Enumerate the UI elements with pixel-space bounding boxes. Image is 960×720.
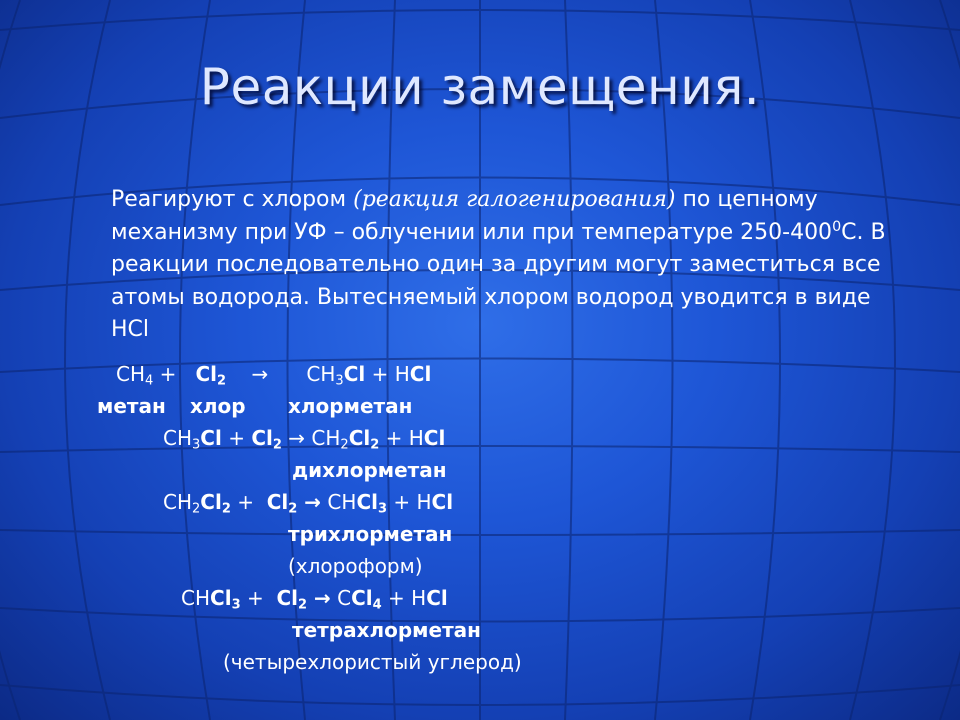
name-chloroform: (хлороформ) (288, 554, 423, 578)
name-methane: метан (97, 394, 166, 418)
slide-title: Реакции замещения. (199, 58, 761, 116)
name-trichloromethane: трихлорметан (288, 522, 453, 546)
equation-1: $CH_4 + Cl_2$ → $CH_3Cl$ + HCl (116, 362, 432, 389)
paragraph-part2: по цепному механизму при УФ – облучении или при температуре 250-400 (111, 187, 833, 245)
equation-2: $CH_3Cl + Cl_2 \to CH_2Cl_2$ + HCl (163, 426, 446, 453)
paragraph-part3: С. В реакции последовательно один за другим могут заместиться все атомы водорода. Вытесняемый хлором водород уводится в виде HCl (111, 219, 886, 342)
temperature-superscript: 0 (832, 218, 842, 235)
name-dichloromethane: дихлорметан (292, 458, 447, 482)
equation-3: $CH_2Cl_2 + Cl_2$ → CHCl$_3$ + HCl (163, 490, 454, 517)
body-paragraph (86, 184, 906, 347)
name-chlorine: хлор (190, 394, 246, 418)
name-chloromethane: хлорметан (288, 394, 413, 418)
name-tetrachloromethane: тетрахлорметан (292, 618, 481, 642)
paragraph-part1: Реагируют с хлором (111, 187, 347, 212)
equation-4: CHCl$_3$ + $Cl_2 \to CCl_4$ + HCl (181, 586, 448, 613)
paragraph-italic: (реакция галогенирования) (353, 187, 676, 212)
name-carbon-tetrachloride: (четырехлористый углерод) (223, 650, 522, 674)
